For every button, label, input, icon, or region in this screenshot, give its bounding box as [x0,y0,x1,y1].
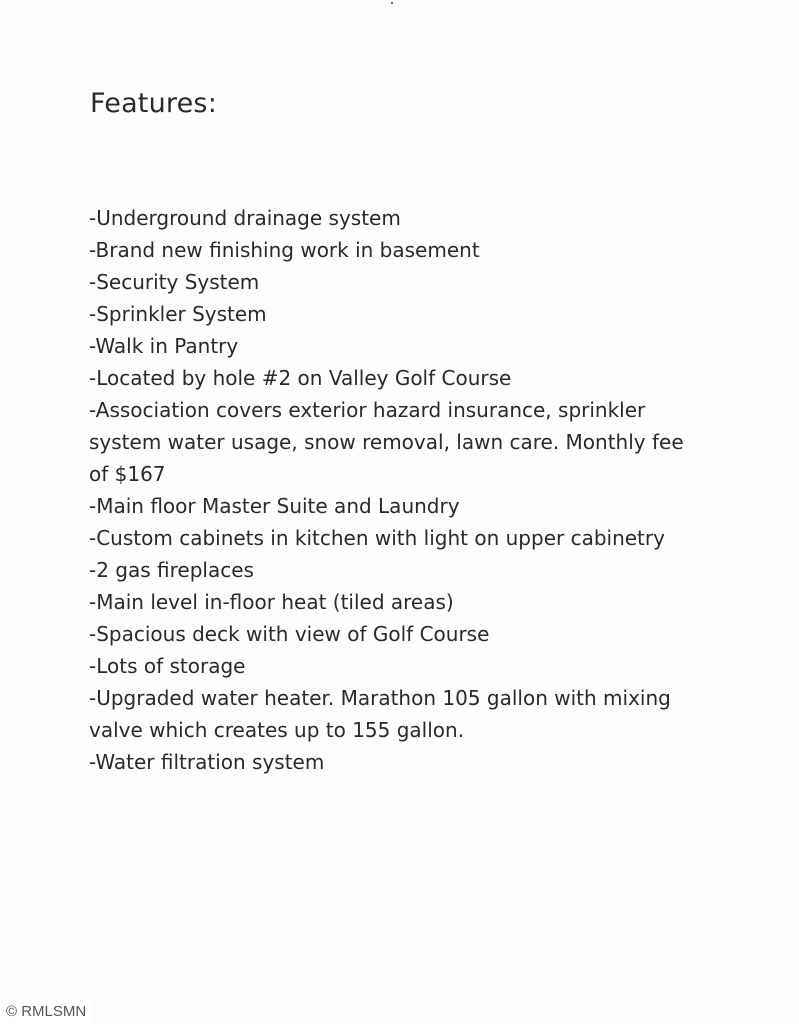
feature-item: -2 gas fireplaces [89,558,254,582]
feature-item: -Located by hole #2 on Valley Golf Course [89,366,512,390]
feature-item: -Main level in-floor heat (tiled areas) [89,590,454,614]
feature-item: -Underground drainage system [89,206,401,230]
feature-item: -Main floor Master Suite and Laundry [89,494,460,518]
feature-item: -Association covers exterior hazard insurance, sprinkler system water usage, snow removal, lawn care. Monthly fee of $167 [89,398,684,486]
copyright-watermark: © RMLSMN [0,1000,92,1024]
feature-item: -Upgraded water heater. Marathon 105 gallon with mixing valve which creates up to 155 gallon. [89,686,671,742]
scan-speck [391,2,393,4]
feature-item: -Lots of storage [89,654,246,678]
feature-item: -Brand new finishing work in basement [89,238,480,262]
feature-item: -Custom cabinets in kitchen with light on upper cabinetry [89,526,665,550]
feature-item: -Sprinkler System [89,302,267,326]
features-list [89,202,729,778]
page-title: Features: [90,88,217,119]
feature-item: -Spacious deck with view of Golf Course [89,622,490,646]
feature-item: -Security System [89,270,260,294]
feature-item: -Walk in Pantry [89,334,239,358]
feature-item: -Water filtration system [89,750,325,774]
